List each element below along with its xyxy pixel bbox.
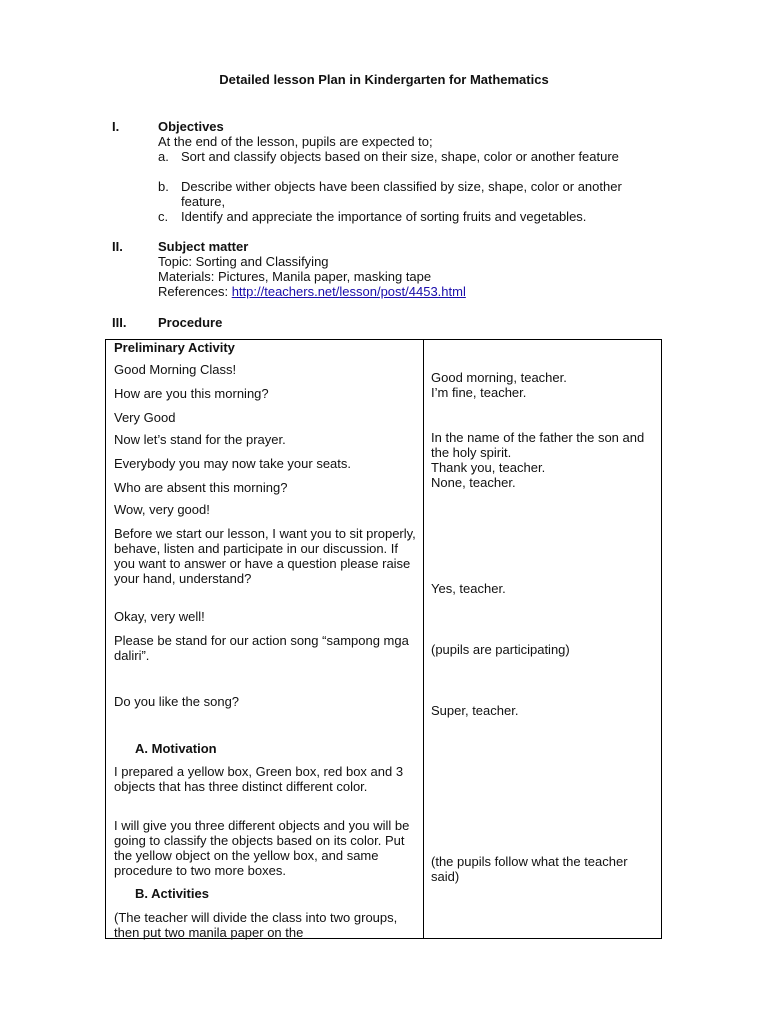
- activities-heading: B. Activities: [135, 886, 209, 901]
- pupil-response: In the name of the father the son and the holy spirit.: [431, 430, 645, 460]
- subject-materials: Materials: Pictures, Manila paper, masking tape: [158, 269, 432, 284]
- objective-b-text: Describe wither objects have been classified by size, shape, color or another feature,: [181, 179, 622, 209]
- pupil-response: (pupils are participating): [431, 642, 570, 657]
- procedure-table: [105, 339, 662, 939]
- teacher-line: Please be stand for our action song “sampong mga daliri”.: [114, 633, 409, 663]
- objective-c-text: Identify and appreciate the importance of sorting fruits and vegetables.: [181, 209, 587, 224]
- objectives-intro: At the end of the lesson, pupils are expected to;: [158, 134, 433, 149]
- pupil-response: I’m fine, teacher.: [431, 385, 527, 400]
- teacher-line: Do you like the song?: [114, 694, 240, 709]
- section-heading-subject: Subject matter: [158, 239, 249, 254]
- section-heading-procedure: Procedure: [158, 315, 223, 330]
- references-link[interactable]: http://teachers.net/lesson/post/4453.html: [231, 284, 466, 299]
- teacher-line: How are you this morning?: [114, 386, 269, 401]
- document-title: Detailed lesson Plan in Kindergarten for Mathematics: [219, 72, 549, 87]
- section-heading-objectives: Objectives: [158, 119, 224, 134]
- pupil-response: Thank you, teacher.: [431, 460, 546, 475]
- section-number-procedure: III.: [112, 315, 127, 330]
- objective-b-mark: b.: [158, 179, 169, 194]
- teacher-line: Before we start our lesson, I want you to sit properly, behave, listen and participate in our discussion. If you want to answer or have a question please raise your hand, understand?: [114, 526, 416, 586]
- teacher-line: Now let’s stand for the prayer.: [114, 432, 286, 447]
- pupil-response: Super, teacher.: [431, 703, 519, 718]
- teacher-line: Very Good: [114, 410, 176, 425]
- subject-references: [158, 284, 466, 299]
- teacher-line: (The teacher will divide the class into two groups, then put two manila paper on the: [114, 910, 398, 940]
- table-column-divider: [423, 340, 424, 938]
- pupil-response: Yes, teacher.: [431, 581, 506, 596]
- section-number-objectives: I.: [112, 119, 120, 134]
- teacher-line: I prepared a yellow box, Green box, red box and 3 objects that has three distinct different color.: [114, 764, 404, 794]
- pupil-response: None, teacher.: [431, 475, 516, 490]
- objective-a-text: Sort and classify objects based on their size, shape, color or another feature: [181, 149, 619, 164]
- references-label: References:: [158, 284, 232, 299]
- pupil-response: (the pupils follow what the teacher said): [431, 854, 628, 884]
- pupil-response: Good morning, teacher.: [431, 370, 567, 385]
- teacher-line: Everybody you may now take your seats.: [114, 456, 352, 471]
- teacher-line: Good Morning Class!: [114, 362, 237, 377]
- teacher-line: Wow, very good!: [114, 502, 210, 517]
- teacher-line: Okay, very well!: [114, 609, 205, 624]
- teacher-line: Who are absent this morning?: [114, 480, 288, 495]
- objective-a-mark: a.: [158, 149, 169, 164]
- subject-topic: Topic: Sorting and Classifying: [158, 254, 329, 269]
- objective-c-mark: c.: [158, 209, 169, 224]
- preliminary-activity-heading: Preliminary Activity: [114, 340, 235, 355]
- motivation-heading: A. Motivation: [135, 741, 217, 756]
- teacher-line: I will give you three different objects and you will be going to classify the objects based on its color. Put the yellow object on the yellow box, and same procedure to two more boxes.: [114, 818, 410, 878]
- section-number-subject: II.: [112, 239, 123, 254]
